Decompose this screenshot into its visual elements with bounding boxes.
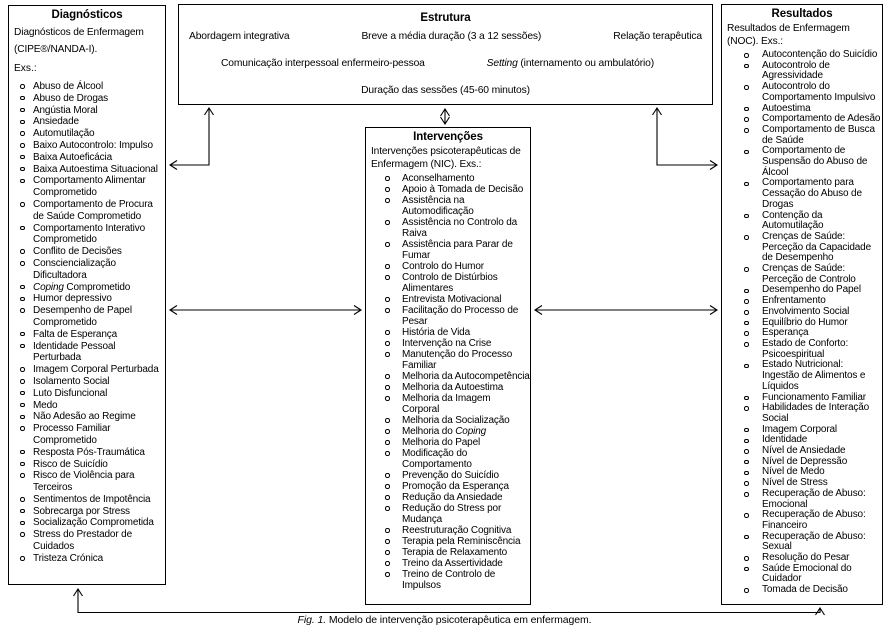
list-item bbox=[366, 371, 530, 382]
list-item-text: Comportamento para Cessação do Abuso de Drogas bbox=[762, 177, 862, 210]
list-item bbox=[9, 223, 165, 247]
list-item bbox=[366, 503, 530, 525]
list-item bbox=[366, 239, 530, 261]
bullet-icon bbox=[744, 331, 749, 336]
bullet-icon bbox=[20, 261, 25, 266]
list-item-text: Treino de Controlo de Impulsos bbox=[402, 569, 496, 591]
bullet-icon bbox=[744, 588, 749, 593]
list-item bbox=[9, 93, 165, 105]
list-item-text: Melhoria do Coping bbox=[402, 426, 487, 437]
list-item-text: Comportamento de Procura de Saúde Comprometido bbox=[33, 198, 153, 222]
list-item-text: Funcionamento Familiar bbox=[762, 391, 866, 403]
bullet-icon bbox=[20, 379, 25, 384]
bullet-icon bbox=[385, 297, 390, 302]
list-item bbox=[366, 558, 530, 569]
estrutura-item: Comunicação interpessoal enfermeiro-pessoa bbox=[221, 58, 425, 69]
bullet-icon bbox=[385, 352, 390, 357]
list-item-text: Sentimentos de Impotência bbox=[33, 493, 151, 505]
resultados-box bbox=[721, 4, 883, 605]
bullet-icon bbox=[385, 264, 390, 269]
figure-caption: Fig. 1. Modelo de intervenção psicoterapêutica em enfermagem. bbox=[297, 614, 592, 626]
bullet-icon bbox=[20, 532, 25, 537]
list-item-text: Recuperação de Abuso: Financeiro bbox=[762, 509, 866, 531]
list-item-text: Comportamento Interativo Comprometido bbox=[33, 222, 146, 246]
bullet-icon bbox=[744, 396, 749, 401]
bullet-icon bbox=[744, 321, 749, 326]
list-item bbox=[366, 492, 530, 503]
diagnosticos-intro: Diagnósticos de Enfermagem (CIPE®/NANDA-I). bbox=[14, 27, 144, 55]
bullet-icon bbox=[20, 108, 25, 113]
list-item-text: Nível de Medo bbox=[762, 466, 825, 478]
bullet-icon bbox=[744, 64, 749, 69]
bullet-icon bbox=[385, 429, 390, 434]
bullet-icon bbox=[20, 179, 25, 184]
bullet-icon bbox=[20, 96, 25, 101]
list-item-text: Controlo do Humor bbox=[402, 261, 484, 272]
list-item-text: Autoestima bbox=[762, 102, 811, 114]
bullet-icon bbox=[385, 220, 390, 225]
bullet-icon bbox=[385, 528, 390, 533]
list-item-text: Terapia de Relaxamento bbox=[402, 547, 508, 558]
list-item-text: Falta de Esperança bbox=[33, 328, 118, 340]
list-item-text: Consciencialização Dificultadora bbox=[33, 257, 116, 281]
bullet-icon bbox=[744, 299, 749, 304]
list-item-text: Comportamento de Busca de Saúde bbox=[762, 123, 875, 146]
list-item-text: Identidade Pessoal Perturbada bbox=[33, 340, 116, 364]
list-item-text: Desempenho do Papel bbox=[762, 284, 861, 296]
list-item-text: Desempenho de Papel Comprometido bbox=[33, 305, 132, 328]
list-item bbox=[722, 564, 882, 585]
list-item-text: Envolvimento Social bbox=[762, 305, 850, 317]
resultados-list bbox=[722, 50, 882, 596]
list-item-text: Nível de Ansiedade bbox=[762, 445, 846, 457]
list-item-text: Identidade bbox=[762, 434, 808, 446]
bullet-icon bbox=[744, 439, 749, 444]
list-item bbox=[366, 327, 530, 338]
bullet-icon bbox=[744, 471, 749, 476]
bullet-icon bbox=[20, 415, 25, 420]
list-item bbox=[722, 211, 882, 232]
bullet-icon bbox=[744, 406, 749, 411]
estrutura-title: Estrutura bbox=[420, 12, 471, 24]
bullet-icon bbox=[20, 332, 25, 337]
bullet-icon bbox=[744, 85, 749, 90]
arrow-estrutura-resultados bbox=[657, 108, 717, 165]
bullet-icon bbox=[744, 535, 749, 540]
estrutura-item: Breve a média duração (3 a 12 sessões) bbox=[361, 31, 542, 42]
list-item-text: Nível de Depressão bbox=[762, 455, 848, 467]
list-item bbox=[366, 448, 530, 470]
bullet-icon bbox=[20, 131, 25, 136]
list-item bbox=[9, 388, 165, 400]
bullet-icon bbox=[20, 285, 25, 290]
list-item-text: Melhoria da Imagem Corporal bbox=[402, 393, 491, 415]
list-item-text: Angústia Moral bbox=[33, 104, 98, 116]
bullet-icon bbox=[20, 297, 25, 302]
list-item-text: Luto Disfuncional bbox=[33, 387, 108, 399]
bullet-icon bbox=[385, 275, 390, 280]
bullet-icon bbox=[385, 484, 390, 489]
bullet-icon bbox=[744, 182, 749, 187]
list-item-text: Socialização Comprometida bbox=[33, 517, 154, 529]
list-item-text: Equilíbrio do Humor bbox=[762, 316, 848, 328]
list-item-text: Redução da Ansiedade bbox=[402, 492, 503, 503]
list-item bbox=[9, 553, 165, 565]
list-item-text: Medo bbox=[33, 399, 58, 411]
list-item bbox=[9, 116, 165, 128]
list-item bbox=[9, 517, 165, 529]
bullet-icon bbox=[744, 481, 749, 486]
bullet-icon bbox=[744, 492, 749, 497]
bullet-icon bbox=[385, 198, 390, 203]
list-item bbox=[9, 152, 165, 164]
list-item bbox=[366, 426, 530, 437]
estrutura-row bbox=[189, 31, 702, 42]
bullet-icon bbox=[744, 428, 749, 433]
intervencoes-intro: Intervenções psicoterapêuticas de Enfermagem (NIC). Exs.: bbox=[371, 146, 521, 170]
bullet-icon bbox=[744, 513, 749, 518]
list-item-text: Reestruturação Cognitiva bbox=[402, 525, 512, 536]
list-item bbox=[722, 146, 882, 178]
list-item bbox=[366, 437, 530, 448]
list-item-text: Abuso de Drogas bbox=[33, 92, 109, 104]
bullet-icon bbox=[20, 120, 25, 125]
list-item-text: Resposta Pós-Traumática bbox=[33, 446, 145, 458]
list-item-text: Aconselhamento bbox=[402, 173, 475, 184]
list-item bbox=[9, 258, 165, 282]
list-item-text: Treino da Assertividade bbox=[402, 558, 503, 569]
bullet-icon bbox=[20, 367, 25, 372]
list-item-text: Coping Comprometido bbox=[33, 281, 131, 293]
list-item-text: Esperança bbox=[762, 327, 809, 339]
list-item-text: História de Vida bbox=[402, 327, 471, 338]
bullet-icon bbox=[385, 495, 390, 500]
arrow-estrutura-diagnosticos bbox=[170, 108, 209, 165]
estrutura-row bbox=[189, 85, 702, 96]
list-item bbox=[722, 360, 882, 392]
list-item-text: Automutilação bbox=[33, 128, 95, 140]
list-item-text: Recuperação de Abuso: Emocional bbox=[762, 487, 866, 510]
list-item-text: Melhoria do Papel bbox=[402, 437, 481, 448]
list-item bbox=[9, 364, 165, 376]
list-item bbox=[9, 105, 165, 117]
bullet-icon bbox=[20, 84, 25, 89]
bullet-icon bbox=[744, 128, 749, 133]
bullet-icon bbox=[744, 310, 749, 315]
list-item bbox=[722, 489, 882, 510]
list-item-text: Baixa Autoestima Situacional bbox=[33, 163, 158, 175]
list-item bbox=[722, 339, 882, 360]
list-item-text: Autocontrolo de Agressividade bbox=[762, 59, 830, 82]
list-item bbox=[366, 415, 530, 426]
bullet-icon bbox=[744, 342, 749, 347]
list-item-text: Baixa Autoeficácia bbox=[33, 151, 113, 163]
list-item-text: Apoio à Tomada de Decisão bbox=[402, 184, 524, 195]
list-item-text: Assistência para Parar de Fumar bbox=[402, 239, 513, 261]
list-item-text: Ansiedade bbox=[33, 116, 79, 128]
list-item-text: Baixo Autocontrolo: Impulso bbox=[33, 139, 153, 151]
diagnosticos-exs-label: Exs.: bbox=[14, 63, 37, 74]
intervencoes-list bbox=[366, 173, 530, 591]
list-item-text: Nível de Stress bbox=[762, 477, 828, 489]
bullet-icon bbox=[385, 550, 390, 555]
bullet-icon bbox=[744, 460, 749, 465]
bullet-icon bbox=[385, 418, 390, 423]
list-item-text: Intervenção na Crise bbox=[402, 338, 492, 349]
bullet-icon bbox=[20, 308, 25, 313]
bullet-icon bbox=[20, 473, 25, 478]
diagnosticos-title: Diagnósticos bbox=[51, 9, 123, 21]
bullet-icon bbox=[385, 451, 390, 456]
list-item bbox=[366, 382, 530, 393]
bullet-icon bbox=[385, 396, 390, 401]
bullet-icon bbox=[744, 567, 749, 572]
bullet-icon bbox=[20, 509, 25, 514]
bullet-icon bbox=[744, 364, 749, 369]
bullet-icon bbox=[20, 143, 25, 148]
list-item bbox=[366, 338, 530, 349]
bullet-icon bbox=[744, 107, 749, 112]
list-item-text: Tomada de Decisão bbox=[762, 584, 848, 596]
list-item bbox=[9, 305, 165, 329]
list-item bbox=[9, 506, 165, 518]
list-item-text: Estado Nutricional: Ingestão de Alimentos e Líquidos bbox=[762, 359, 866, 392]
bullet-icon bbox=[744, 150, 749, 155]
list-item-text: Crenças de Saúde: Perceção da Capacidade de Desempenho bbox=[762, 230, 871, 264]
list-item bbox=[722, 585, 882, 596]
bullet-icon bbox=[20, 155, 25, 160]
list-item-text: Manutenção do Processo Familiar bbox=[402, 349, 513, 371]
list-item bbox=[366, 261, 530, 272]
list-item-text: Risco de Suicídio bbox=[33, 458, 108, 470]
list-item bbox=[9, 411, 165, 423]
list-item-text: Comportamento Alimentar Comprometido bbox=[33, 175, 146, 199]
bullet-icon bbox=[385, 473, 390, 478]
bullet-icon bbox=[744, 214, 749, 219]
list-item bbox=[9, 282, 165, 294]
list-item-text: Saúde Emocional do Cuidador bbox=[762, 562, 852, 585]
bullet-icon bbox=[20, 391, 25, 396]
estrutura-rows bbox=[189, 31, 702, 96]
list-item bbox=[9, 293, 165, 305]
bullet-icon bbox=[20, 226, 25, 231]
list-item-text: Humor depressivo bbox=[33, 293, 112, 305]
resultados-intro: Resultados de Enfermagem (NOC). Exs.: bbox=[727, 23, 850, 47]
list-item bbox=[722, 510, 882, 531]
list-item-text: Crenças de Saúde: Perceção de Controlo bbox=[762, 263, 856, 285]
list-item bbox=[366, 217, 530, 239]
estrutura-box bbox=[178, 4, 713, 105]
list-item bbox=[366, 470, 530, 481]
bullet-icon bbox=[385, 308, 390, 313]
resultados-title: Resultados bbox=[771, 8, 833, 20]
bullet-icon bbox=[20, 167, 25, 172]
bullet-icon bbox=[20, 426, 25, 431]
bullet-icon bbox=[744, 235, 749, 240]
list-item-text: Assistência no Controlo da Raiva bbox=[402, 217, 518, 239]
estrutura-item: Abordagem integrativa bbox=[189, 31, 290, 42]
list-item-text: Autocontenção do Suicídio bbox=[762, 49, 878, 60]
list-item bbox=[722, 264, 882, 285]
list-item-text: Enfrentamento bbox=[762, 295, 826, 307]
list-item bbox=[366, 184, 530, 195]
bullet-icon bbox=[744, 267, 749, 272]
estrutura-item: Setting (internamento ou ambulatório) bbox=[486, 58, 654, 69]
list-item bbox=[9, 329, 165, 341]
bullet-icon bbox=[20, 249, 25, 254]
list-item bbox=[9, 470, 165, 494]
bullet-icon bbox=[744, 117, 749, 122]
bullet-icon bbox=[20, 556, 25, 561]
list-item bbox=[9, 447, 165, 459]
list-item-text: Assistência na Automodificação bbox=[402, 195, 474, 217]
bullet-icon bbox=[385, 385, 390, 390]
diagnosticos-box bbox=[8, 5, 166, 585]
list-item-text: Habilidades de Interação Social bbox=[762, 402, 870, 424]
bullet-icon bbox=[385, 572, 390, 577]
list-item bbox=[722, 532, 882, 553]
bullet-icon bbox=[385, 374, 390, 379]
list-item bbox=[366, 173, 530, 184]
list-item bbox=[722, 61, 882, 82]
list-item-text: Stress do Prestador de Cuidados bbox=[33, 529, 132, 553]
list-item bbox=[9, 459, 165, 471]
list-item-text: Isolamento Social bbox=[33, 375, 110, 387]
bullet-icon bbox=[744, 289, 749, 294]
list-item bbox=[9, 529, 165, 553]
list-item bbox=[9, 246, 165, 258]
bullet-icon bbox=[385, 341, 390, 346]
bullet-icon bbox=[385, 176, 390, 181]
list-item-text: Redução do Stress por Mudança bbox=[402, 503, 502, 525]
list-item-text: Conflito de Decisões bbox=[33, 246, 122, 258]
list-item-text: Risco de Violência para Terceiros bbox=[33, 470, 135, 494]
bullet-icon bbox=[20, 462, 25, 467]
list-item bbox=[366, 393, 530, 415]
bullet-icon bbox=[20, 521, 25, 526]
bullet-icon bbox=[385, 242, 390, 247]
bullet-icon bbox=[385, 440, 390, 445]
list-item bbox=[9, 400, 165, 412]
list-item-text: Processo Familiar Comprometido bbox=[33, 423, 111, 446]
list-item bbox=[366, 525, 530, 536]
list-item-text: Imagem Corporal Perturbada bbox=[33, 364, 159, 376]
list-item-text: Modificação do Comportamento bbox=[402, 448, 472, 470]
bullet-icon bbox=[385, 187, 390, 192]
list-item-text: Recuperação de Abuso: Sexual bbox=[762, 530, 866, 553]
list-item-text: Facilitação do Processo de Pesar bbox=[402, 305, 519, 327]
list-item bbox=[366, 349, 530, 371]
list-item bbox=[9, 81, 165, 93]
list-item-text: Prevenção do Suicídio bbox=[402, 470, 499, 481]
list-item bbox=[366, 536, 530, 547]
list-item-text: Melhoria da Autoestima bbox=[402, 382, 504, 393]
list-item bbox=[9, 199, 165, 223]
list-item bbox=[9, 494, 165, 506]
estrutura-item: Relação terapêutica bbox=[613, 31, 702, 42]
list-item bbox=[366, 294, 530, 305]
bullet-icon bbox=[20, 403, 25, 408]
list-item bbox=[366, 305, 530, 327]
bullet-icon bbox=[20, 497, 25, 502]
bullet-icon bbox=[385, 539, 390, 544]
list-item-text: Comportamento de Adesão bbox=[762, 113, 881, 125]
list-item bbox=[366, 272, 530, 294]
bullet-icon bbox=[744, 556, 749, 561]
list-item-text: Abuso de Álcool bbox=[33, 81, 104, 92]
bullet-icon bbox=[385, 506, 390, 511]
list-item bbox=[9, 175, 165, 199]
list-item bbox=[722, 232, 882, 264]
list-item bbox=[722, 125, 882, 146]
intervencoes-box bbox=[365, 127, 531, 605]
estrutura-item: Duração das sessões (45-60 minutos) bbox=[361, 85, 530, 96]
list-item bbox=[366, 195, 530, 217]
list-item bbox=[9, 140, 165, 152]
list-item-text: Estado de Conforto: Psicoespiritual bbox=[762, 337, 849, 360]
list-item bbox=[722, 178, 882, 210]
list-item bbox=[366, 547, 530, 558]
list-item-text: Não Adesão ao Regime bbox=[33, 411, 136, 423]
bullet-icon bbox=[744, 449, 749, 454]
list-item-text: Terapia pela Reminiscência bbox=[402, 536, 521, 547]
list-item bbox=[9, 341, 165, 365]
list-item-text: Controlo de Distúrbios Alimentares bbox=[402, 272, 498, 294]
intervencoes-title: Intervenções bbox=[413, 131, 483, 143]
list-item-text: Contenção da Automutilação bbox=[762, 209, 824, 232]
list-item bbox=[366, 481, 530, 492]
list-item bbox=[9, 128, 165, 140]
list-item bbox=[9, 376, 165, 388]
bullet-icon bbox=[385, 561, 390, 566]
list-item-text: Melhoria da Autocompetência bbox=[402, 371, 530, 382]
list-item-text: Autocontrolo do Comportamento Impulsivo bbox=[762, 81, 876, 103]
list-item-text: Entrevista Motivacional bbox=[402, 294, 502, 305]
estrutura-row bbox=[189, 58, 702, 69]
list-item-text: Resolução do Pesar bbox=[762, 552, 850, 564]
bullet-icon bbox=[20, 450, 25, 455]
list-item-text: Comportamento de Suspensão do Abuso de Álcool bbox=[762, 145, 868, 178]
list-item bbox=[366, 569, 530, 591]
list-item-text: Tristeza Crónica bbox=[33, 552, 104, 564]
list-item bbox=[722, 82, 882, 103]
list-item bbox=[9, 423, 165, 447]
bullet-icon bbox=[20, 202, 25, 207]
list-item bbox=[9, 164, 165, 176]
list-item-text: Promoção da Esperança bbox=[402, 481, 509, 492]
list-item-text: Melhoria da Socialização bbox=[402, 415, 510, 426]
bullet-icon bbox=[385, 330, 390, 335]
list-item-text: Sobrecarga por Stress bbox=[33, 505, 130, 517]
bullet-icon bbox=[744, 53, 749, 58]
diagnosticos-list bbox=[9, 81, 165, 565]
list-item bbox=[722, 403, 882, 424]
bullet-icon bbox=[20, 344, 25, 349]
list-item-text: Imagem Corporal bbox=[762, 423, 838, 435]
